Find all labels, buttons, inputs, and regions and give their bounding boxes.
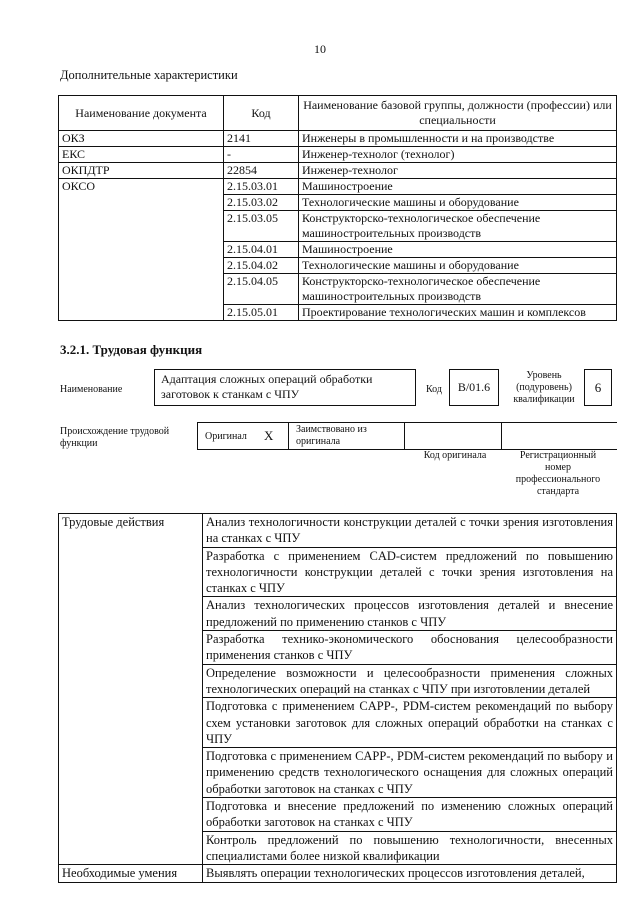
- origin-box: [197, 422, 617, 450]
- doc-cell: ОКПДТР: [59, 163, 224, 179]
- name-label: Наименование: [60, 384, 123, 395]
- additional-characteristics-table: [58, 95, 617, 321]
- borrowed-label: Заимствовано из оригинала: [296, 424, 367, 447]
- section-heading-additional: Дополнительные характеристики: [60, 68, 238, 82]
- code-cell: 2.15.03.05: [224, 211, 299, 242]
- function-code-value: B/01.6: [449, 369, 499, 406]
- table-row: [59, 131, 617, 147]
- table-row: [59, 163, 617, 179]
- header-document: Наименование документа: [59, 96, 224, 131]
- name-cell: Технологические машины и оборудование: [299, 195, 617, 211]
- name-cell: Инженер-технолог (технолог): [299, 147, 617, 163]
- code-cell: 2.15.04.01: [224, 242, 299, 258]
- table-row: [59, 147, 617, 163]
- original-label: Оригинал: [205, 431, 247, 442]
- table-row: [59, 865, 617, 882]
- action-item: Контроль предложений по повышению технологичности, внесенных специалистами более низкой квалификации: [203, 831, 617, 865]
- actions-label: Трудовые действия: [59, 514, 203, 865]
- function-name-value: Адаптация сложных операций обработки заготовок к станкам с ЧПУ: [154, 369, 416, 406]
- action-item: Подготовка с применением CAPP-, PDM-систем рекомендаций по выбору схем установки заготовок для сложных операций обработки на станках с ЧПУ: [203, 698, 617, 748]
- code-cell: 2.15.05.01: [224, 305, 299, 321]
- action-item: Подготовка с применением CAPP-, PDM-систем рекомендаций по выбору и применению средств технологического оснащения для сложных операций обработки заготовок на станках с ЧПУ: [203, 748, 617, 798]
- doc-cell: ЕКС: [59, 147, 224, 163]
- name-cell: Машиностроение: [299, 242, 617, 258]
- code-cell: 22854: [224, 163, 299, 179]
- doc-cell: ОКЗ: [59, 131, 224, 147]
- action-item: Подготовка и внесение предложений по изменению сложных операций обработки заготовок на станках с ЧПУ: [203, 798, 617, 832]
- code-original-label: Код оригинала: [423, 450, 487, 461]
- skills-label: Необходимые умения: [59, 865, 203, 882]
- name-cell: Проектирование технологических машин и комплексов: [299, 305, 617, 321]
- header-name: Наименование базовой группы, должности (профессии) или специальности: [299, 96, 617, 131]
- name-cell: Конструкторско-технологическое обеспечение машиностроительных производств: [299, 211, 617, 242]
- divider: [288, 422, 289, 450]
- page-number: 10: [314, 42, 326, 56]
- name-cell: Технологические машины и оборудование: [299, 258, 617, 274]
- action-item: Разработка технико-экономического обоснования целесообразности применения станков с ЧПУ: [203, 631, 617, 665]
- code-label: Код: [426, 384, 442, 395]
- divider: [404, 422, 405, 450]
- origin-label: Происхождение трудовой функции: [60, 426, 170, 449]
- action-item: Определение возможности и целесообразности применения сложных технологических операций на станках с ЧПУ при изготовлении деталей: [203, 664, 617, 698]
- doc-cell: ОКСО: [59, 179, 224, 321]
- action-item: Анализ технологичности конструкции деталей с точки зрения изготовления на станках с ЧПУ: [203, 514, 617, 548]
- name-cell: Инженеры в промышленности и на производстве: [299, 131, 617, 147]
- table-row: [59, 514, 617, 548]
- skill-item: Выявлять операции технологических процессов изготовления деталей,: [203, 865, 617, 882]
- code-cell: -: [224, 147, 299, 163]
- table-row: [59, 179, 617, 195]
- function-heading: 3.2.1. Трудовая функция: [60, 342, 203, 357]
- work-actions-table: [58, 513, 617, 883]
- code-cell: 2.15.04.02: [224, 258, 299, 274]
- name-cell: Конструкторско-технологическое обеспечение машиностроительных производств: [299, 274, 617, 305]
- code-cell: 2.15.04.05: [224, 274, 299, 305]
- header-code: Код: [224, 96, 299, 131]
- name-cell: Инженер-технолог: [299, 163, 617, 179]
- code-cell: 2141: [224, 131, 299, 147]
- code-cell: 2.15.03.01: [224, 179, 299, 195]
- code-cell: 2.15.03.02: [224, 195, 299, 211]
- level-label: Уровень (подуровень) квалификации: [513, 370, 575, 405]
- level-value: 6: [584, 369, 612, 406]
- reg-number-label: Регистрационный номер профессионального стандарта: [515, 450, 601, 497]
- action-item: Разработка с применением CAD-систем предложений по повышению технологичности конструкции деталей с точки зрения изготовления на станках с ЧПУ: [203, 547, 617, 597]
- divider: [501, 422, 502, 450]
- original-mark: X: [264, 428, 274, 443]
- name-cell: Машиностроение: [299, 179, 617, 195]
- action-item: Анализ технологических процессов изготовления деталей и внесение предложений по применению станков с ЧПУ: [203, 597, 617, 631]
